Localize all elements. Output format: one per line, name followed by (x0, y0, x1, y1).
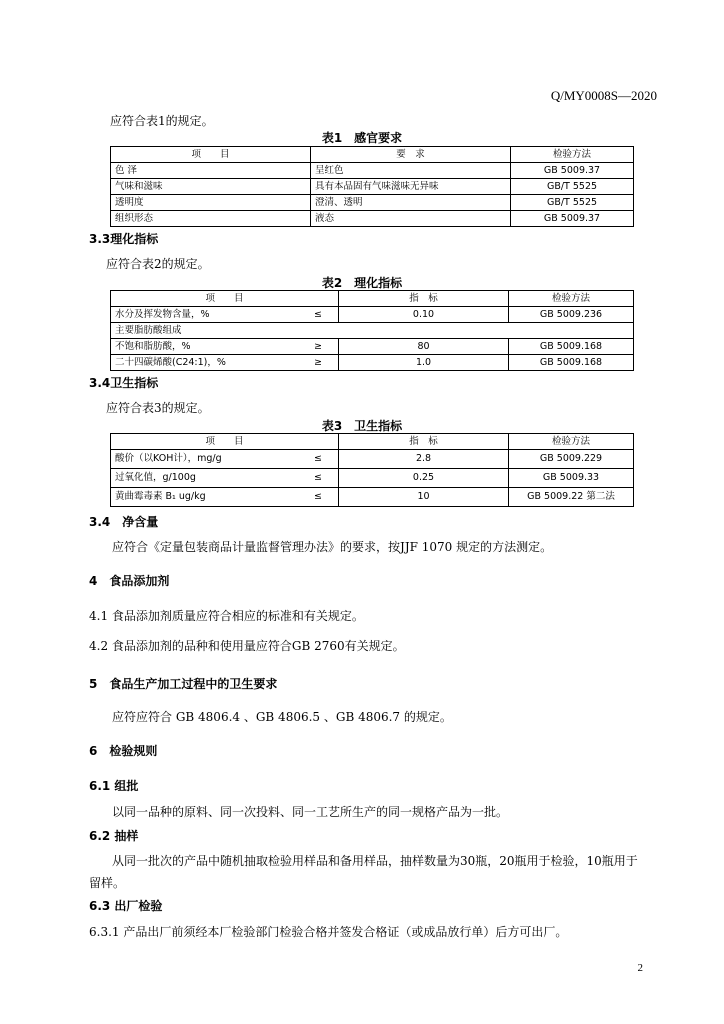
table-header-row (111, 291, 634, 307)
column-header: 检验方法 (511, 147, 634, 163)
method-cell: GB 5009.33 (509, 469, 634, 488)
table-row (111, 450, 634, 469)
column-header: 指 标 (339, 434, 509, 450)
method-cell: GB 5009.236 (509, 307, 634, 323)
column-header: 检验方法 (509, 291, 634, 307)
section-6-1-text: 以同一品种的原料、同一次投料、同一工艺所生产的同一规格产品为一批。 (112, 805, 509, 819)
table-row (111, 211, 634, 227)
hygiene-table (110, 433, 634, 507)
item-cell: 水分及挥发物含量，% ≤ (111, 307, 339, 323)
method-cell: GB 5009.22 第二法 (509, 488, 634, 507)
item-cell: 色 泽 (111, 163, 311, 179)
table-row (111, 469, 634, 488)
table-row (111, 179, 634, 195)
physicochemical-table (110, 290, 634, 371)
method-cell: GB 5009.168 (509, 355, 634, 371)
requirement-cell: 液态 (311, 211, 511, 227)
table2-caption: 表2 理化指标 (321, 276, 403, 290)
method-cell: GB 5009.229 (509, 450, 634, 469)
table-row (111, 307, 634, 323)
method-cell: GB/T 5525 (511, 195, 634, 211)
section-6-3-heading: 6.3 出厂检验 (89, 899, 163, 913)
section-6-3-1-text: 6.3.1 产品出厂前须经本厂检验部门检验合格并签发合格证（或成品放行单）后方可出厂。 (89, 925, 568, 939)
column-header: 指 标 (339, 291, 509, 307)
item-cell: 黄曲霉毒素 B₁ ug/kg ≤ (111, 488, 339, 507)
method-cell: GB 5009.37 (511, 163, 634, 179)
section-6-heading: 6 检验规则 (89, 744, 158, 758)
column-header: 要 求 (311, 147, 511, 163)
document-number: Q/MY0008S—2020 (550, 88, 657, 103)
value-cell: 0.10 (339, 307, 509, 323)
page-number: 2 (637, 962, 643, 974)
requirement-cell: 澄清、透明 (311, 195, 511, 211)
item-cell: 过氧化值，g/100g ≤ (111, 469, 339, 488)
requirement-cell: 具有本品固有气味滋味无异味 (311, 179, 511, 195)
column-header: 检验方法 (509, 434, 634, 450)
section-3-3-heading: 3.3理化指标 (89, 232, 159, 246)
net-content-text: 应符合《定量包装商品计量监督管理办法》的要求，按JJF 1070 规定的方法测定。 (112, 540, 553, 554)
table3-intro: 应符合表3的规定。 (106, 401, 210, 415)
section-6-1-heading: 6.1 组批 (89, 779, 139, 793)
column-header: 项 目 (111, 147, 311, 163)
table1-caption: 表1 感官要求 (321, 131, 403, 145)
section-4-heading: 4 食品添加剂 (89, 574, 170, 588)
value-cell: 80 (339, 339, 509, 355)
method-cell: GB 5009.168 (509, 339, 634, 355)
requirement-cell: 呈红色 (311, 163, 511, 179)
group-header-cell: 主要脂肪酸组成 (111, 323, 634, 339)
value-cell: 1.0 (339, 355, 509, 371)
table-row (111, 323, 634, 339)
item-cell: 透明度 (111, 195, 311, 211)
section-5-heading: 5 食品生产加工过程中的卫生要求 (89, 677, 278, 691)
section-4-1-text: 4.1 食品添加剂质量应符合相应的标准和有关规定。 (89, 609, 364, 623)
table1-intro: 应符合表1的规定。 (110, 114, 214, 128)
column-header: 项 目 (111, 291, 339, 307)
method-cell: GB 5009.37 (511, 211, 634, 227)
section-3-4-net-content-heading: 3.4 净含量 (89, 515, 159, 529)
item-cell: 酸价（以KOH计），mg/g ≤ (111, 450, 339, 469)
table-header-row (111, 147, 634, 163)
table-row (111, 163, 634, 179)
section-6-2-heading: 6.2 抽样 (89, 829, 139, 843)
sensory-requirements-table (110, 146, 634, 227)
value-cell: 2.8 (339, 450, 509, 469)
column-header: 项 目 (111, 434, 339, 450)
value-cell: 10 (339, 488, 509, 507)
value-cell: 0.25 (339, 469, 509, 488)
section-4-2-text: 4.2 食品添加剂的品种和使用量应符合GB 2760有关规定。 (89, 639, 405, 653)
table3-caption: 表3 卫生指标 (321, 419, 403, 433)
table2-intro: 应符合表2的规定。 (106, 257, 210, 271)
item-cell: 不饱和脂肪酸，% ≥ (111, 339, 339, 355)
item-cell: 二十四碳烯酸(C24:1)，% ≥ (111, 355, 339, 371)
table-row (111, 355, 634, 371)
section-5-text: 应符应符合 GB 4806.4 、GB 4806.5 、GB 4806.7 的规定。 (112, 710, 452, 724)
method-cell: GB/T 5525 (511, 179, 634, 195)
table-row (111, 488, 634, 507)
table-row (111, 339, 634, 355)
table-row (111, 195, 634, 211)
item-cell: 组织形态 (111, 211, 311, 227)
section-6-2-text-line2: 留样。 (89, 876, 126, 890)
table-header-row (111, 434, 634, 450)
section-3-4-hygiene-heading: 3.4卫生指标 (89, 376, 159, 390)
item-cell: 气味和滋味 (111, 179, 311, 195)
section-6-2-text-line1: 从同一批次的产品中随机抽取检验用样品和备用样品，抽样数量为30瓶，20瓶用于检验，10瓶用于 (112, 854, 638, 868)
